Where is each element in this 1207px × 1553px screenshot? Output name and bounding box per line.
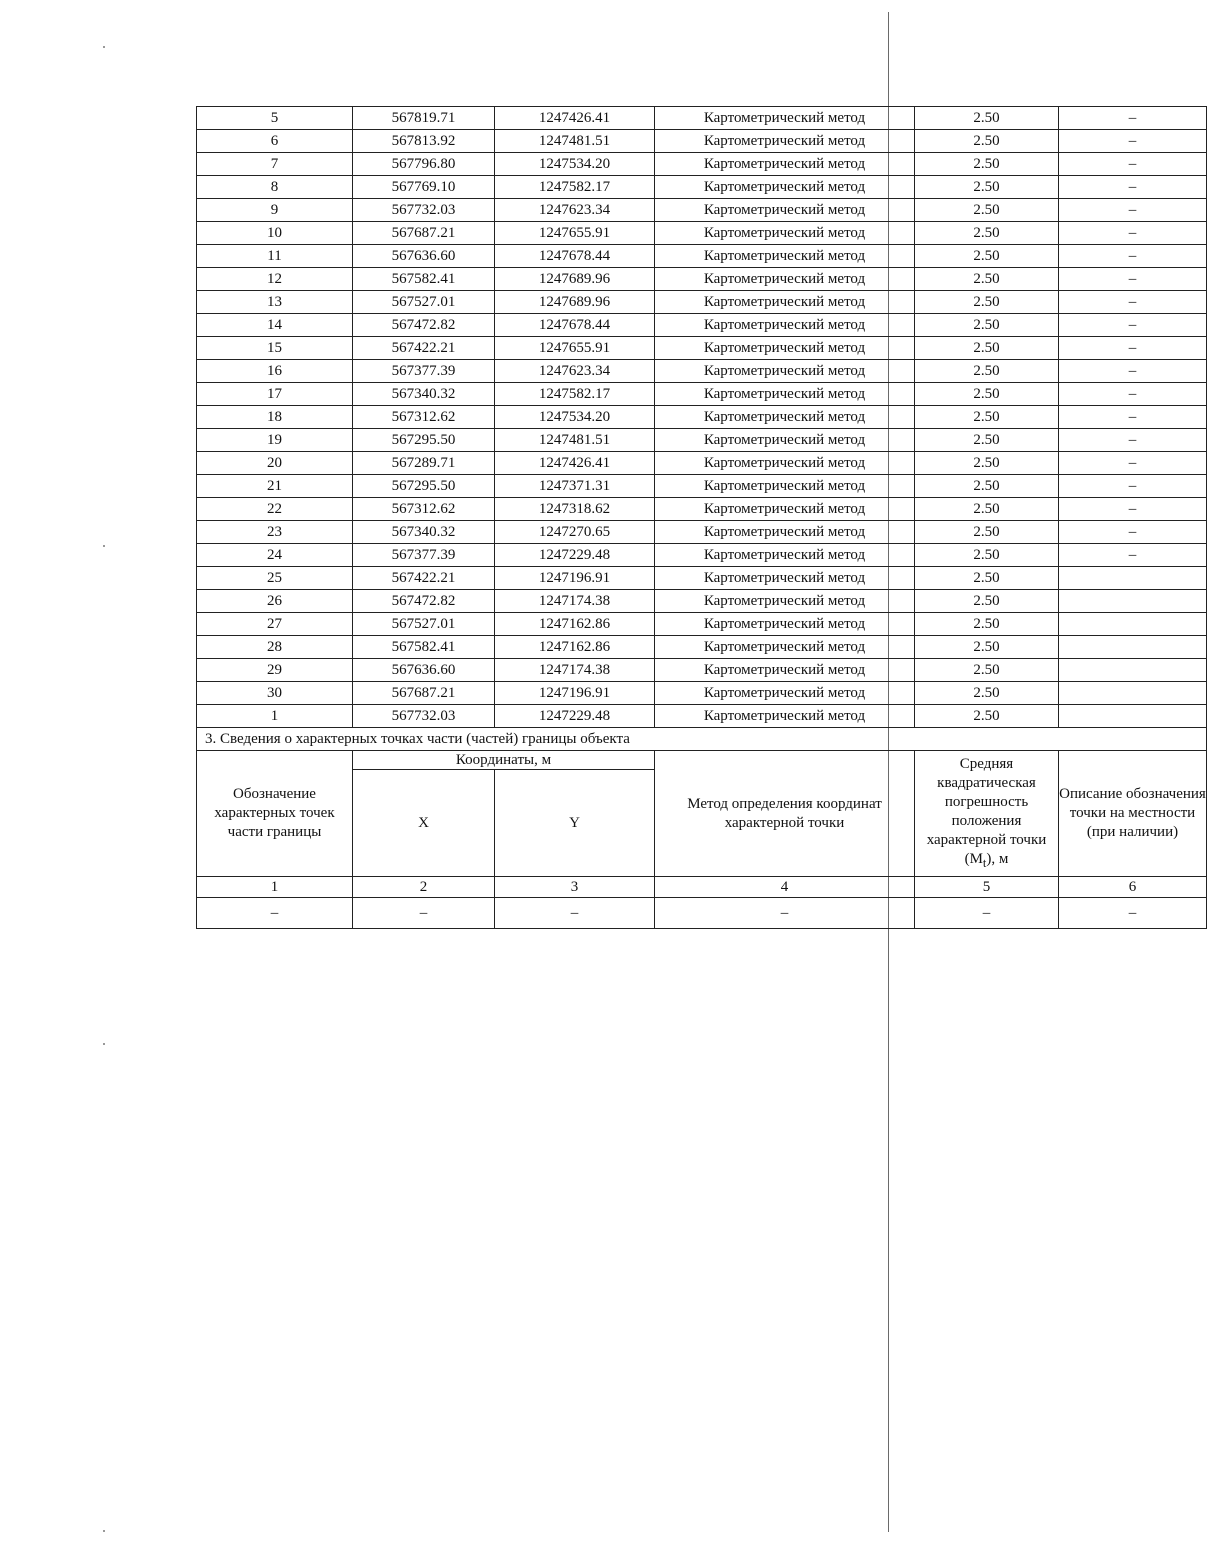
point-number-cell: 11 <box>197 245 353 268</box>
table-row <box>197 199 1207 222</box>
header-method: Метод определения координат характерной точки <box>655 751 915 877</box>
description-cell: – <box>1059 130 1207 153</box>
description-cell: – <box>1059 107 1207 130</box>
accuracy-cell: 2.50 <box>915 107 1059 130</box>
method-cell: Картометрический метод <box>655 337 915 360</box>
description-cell <box>1059 567 1207 590</box>
empty-cell: – <box>1059 898 1207 929</box>
coord-x-cell: 567687.21 <box>353 682 495 705</box>
description-cell: – <box>1059 291 1207 314</box>
accuracy-cell: 2.50 <box>915 291 1059 314</box>
method-cell: Картометрический метод <box>655 268 915 291</box>
coord-y-cell: 1247371.31 <box>495 475 655 498</box>
method-cell: Картометрический метод <box>655 452 915 475</box>
coord-y-cell: 1247174.38 <box>495 659 655 682</box>
table-row <box>197 383 1207 406</box>
header-description: Описание обозначения точки на местности (при наличии) <box>1059 751 1207 877</box>
table-row <box>197 130 1207 153</box>
table-row <box>197 521 1207 544</box>
accuracy-cell: 2.50 <box>915 590 1059 613</box>
accuracy-cell: 2.50 <box>915 153 1059 176</box>
table-row <box>197 153 1207 176</box>
coord-x-cell: 567289.71 <box>353 452 495 475</box>
accuracy-cell: 2.50 <box>915 245 1059 268</box>
table-row <box>197 590 1207 613</box>
method-cell: Картометрический метод <box>655 429 915 452</box>
description-cell: – <box>1059 383 1207 406</box>
table-row <box>197 636 1207 659</box>
description-cell: – <box>1059 268 1207 291</box>
accuracy-cell: 2.50 <box>915 682 1059 705</box>
description-cell: – <box>1059 199 1207 222</box>
table-row <box>197 360 1207 383</box>
description-cell <box>1059 705 1207 728</box>
accuracy-cell: 2.50 <box>915 636 1059 659</box>
coord-x-cell: 567636.60 <box>353 659 495 682</box>
point-number-cell: 13 <box>197 291 353 314</box>
coord-x-cell: 567422.21 <box>353 567 495 590</box>
accuracy-cell: 2.50 <box>915 521 1059 544</box>
coord-x-cell: 567582.41 <box>353 268 495 291</box>
coord-y-cell: 1247229.48 <box>495 705 655 728</box>
scan-speck <box>103 1530 105 1532</box>
method-cell: Картометрический метод <box>655 521 915 544</box>
point-number-cell: 9 <box>197 199 353 222</box>
header-x: X <box>353 770 495 877</box>
table-row <box>197 268 1207 291</box>
point-number-cell: 28 <box>197 636 353 659</box>
point-number-cell: 14 <box>197 314 353 337</box>
empty-cell: – <box>655 898 915 929</box>
description-cell <box>1059 659 1207 682</box>
description-cell: – <box>1059 337 1207 360</box>
coord-y-cell: 1247196.91 <box>495 567 655 590</box>
point-number-cell: 1 <box>197 705 353 728</box>
accuracy-cell: 2.50 <box>915 199 1059 222</box>
method-cell: Картометрический метод <box>655 107 915 130</box>
coord-x-cell: 567340.32 <box>353 521 495 544</box>
coord-x-cell: 567295.50 <box>353 429 495 452</box>
method-cell: Картометрический метод <box>655 636 915 659</box>
section3-block <box>197 728 1207 929</box>
table-row <box>197 176 1207 199</box>
method-cell: Картометрический метод <box>655 567 915 590</box>
description-cell <box>1059 636 1207 659</box>
coord-y-cell: 1247162.86 <box>495 636 655 659</box>
method-cell: Картометрический метод <box>655 590 915 613</box>
description-cell: – <box>1059 475 1207 498</box>
coord-x-cell: 567796.80 <box>353 153 495 176</box>
table-row <box>197 314 1207 337</box>
table-row <box>197 406 1207 429</box>
header-y: Y <box>495 770 655 877</box>
point-number-cell: 19 <box>197 429 353 452</box>
section3-title: 3. Сведения о характерных точках части (частей) границы объекта <box>197 728 1207 751</box>
coord-x-cell: 567527.01 <box>353 291 495 314</box>
column-number: 6 <box>1059 877 1207 898</box>
coord-y-cell: 1247678.44 <box>495 314 655 337</box>
coord-y-cell: 1247481.51 <box>495 429 655 452</box>
coord-x-cell: 567312.62 <box>353 498 495 521</box>
coord-x-cell: 567312.62 <box>353 406 495 429</box>
method-cell: Картометрический метод <box>655 199 915 222</box>
empty-cell: – <box>353 898 495 929</box>
accuracy-cell: 2.50 <box>915 544 1059 567</box>
header-coordinates: Координаты, м <box>353 751 655 770</box>
table-row <box>197 613 1207 636</box>
table-row <box>197 107 1207 130</box>
coord-x-cell: 567340.32 <box>353 383 495 406</box>
coord-x-cell: 567687.21 <box>353 222 495 245</box>
description-cell: – <box>1059 521 1207 544</box>
method-cell: Картометрический метод <box>655 475 915 498</box>
column-number: 4 <box>655 877 915 898</box>
description-cell: – <box>1059 406 1207 429</box>
point-number-cell: 20 <box>197 452 353 475</box>
point-number-cell: 10 <box>197 222 353 245</box>
table-row <box>197 452 1207 475</box>
method-cell: Картометрический метод <box>655 544 915 567</box>
coord-y-cell: 1247623.34 <box>495 360 655 383</box>
coord-y-cell: 1247162.86 <box>495 613 655 636</box>
accuracy-cell: 2.50 <box>915 429 1059 452</box>
accuracy-cell: 2.50 <box>915 337 1059 360</box>
coord-y-cell: 1247270.65 <box>495 521 655 544</box>
description-cell: – <box>1059 245 1207 268</box>
coord-x-cell: 567732.03 <box>353 199 495 222</box>
coord-x-cell: 567472.82 <box>353 314 495 337</box>
boundary-points-table <box>196 106 1207 929</box>
point-number-cell: 16 <box>197 360 353 383</box>
method-cell: Картометрический метод <box>655 222 915 245</box>
coord-y-cell: 1247426.41 <box>495 107 655 130</box>
accuracy-cell: 2.50 <box>915 222 1059 245</box>
table-row <box>197 222 1207 245</box>
method-cell: Картометрический метод <box>655 406 915 429</box>
table-row <box>197 337 1207 360</box>
description-cell: – <box>1059 176 1207 199</box>
scan-speck <box>103 545 105 547</box>
coord-y-cell: 1247689.96 <box>495 268 655 291</box>
description-cell: – <box>1059 360 1207 383</box>
header-designation: Обозначение характерных точек части границы <box>197 751 353 877</box>
coord-y-cell: 1247534.20 <box>495 153 655 176</box>
coord-y-cell: 1247426.41 <box>495 452 655 475</box>
point-number-cell: 8 <box>197 176 353 199</box>
accuracy-cell: 2.50 <box>915 268 1059 291</box>
point-number-cell: 23 <box>197 521 353 544</box>
description-cell: – <box>1059 544 1207 567</box>
accuracy-cell: 2.50 <box>915 176 1059 199</box>
method-cell: Картометрический метод <box>655 360 915 383</box>
empty-cell: – <box>915 898 1059 929</box>
method-cell: Картометрический метод <box>655 314 915 337</box>
point-number-cell: 25 <box>197 567 353 590</box>
accuracy-cell: 2.50 <box>915 130 1059 153</box>
coord-y-cell: 1247582.17 <box>495 383 655 406</box>
description-cell <box>1059 613 1207 636</box>
accuracy-cell: 2.50 <box>915 659 1059 682</box>
coord-y-cell: 1247582.17 <box>495 176 655 199</box>
table-row <box>197 498 1207 521</box>
coord-y-cell: 1247534.20 <box>495 406 655 429</box>
method-cell: Картометрический метод <box>655 682 915 705</box>
scan-speck <box>103 1043 105 1045</box>
method-cell: Картометрический метод <box>655 613 915 636</box>
coord-x-cell: 567295.50 <box>353 475 495 498</box>
accuracy-cell: 2.50 <box>915 567 1059 590</box>
point-number-cell: 12 <box>197 268 353 291</box>
method-cell: Картометрический метод <box>655 498 915 521</box>
description-cell: – <box>1059 314 1207 337</box>
method-cell: Картометрический метод <box>655 705 915 728</box>
column-number: 2 <box>353 877 495 898</box>
accuracy-cell: 2.50 <box>915 498 1059 521</box>
table-row <box>197 567 1207 590</box>
description-cell: – <box>1059 153 1207 176</box>
accuracy-cell: 2.50 <box>915 360 1059 383</box>
table-row <box>197 705 1207 728</box>
coord-y-cell: 1247689.96 <box>495 291 655 314</box>
coord-x-cell: 567422.21 <box>353 337 495 360</box>
method-cell: Картометрический метод <box>655 130 915 153</box>
method-cell: Картометрический метод <box>655 176 915 199</box>
coord-x-cell: 567472.82 <box>353 590 495 613</box>
method-cell: Картометрический метод <box>655 659 915 682</box>
coord-y-cell: 1247174.38 <box>495 590 655 613</box>
point-number-cell: 24 <box>197 544 353 567</box>
points-table-body <box>197 107 1207 728</box>
table-row <box>197 544 1207 567</box>
coord-x-cell: 567769.10 <box>353 176 495 199</box>
point-number-cell: 6 <box>197 130 353 153</box>
table-row <box>197 682 1207 705</box>
point-number-cell: 27 <box>197 613 353 636</box>
description-cell: – <box>1059 429 1207 452</box>
coord-y-cell: 1247623.34 <box>495 199 655 222</box>
point-number-cell: 29 <box>197 659 353 682</box>
coord-y-cell: 1247229.48 <box>495 544 655 567</box>
table-row <box>197 659 1207 682</box>
accuracy-cell: 2.50 <box>915 613 1059 636</box>
column-number: 3 <box>495 877 655 898</box>
description-cell: – <box>1059 498 1207 521</box>
empty-cell: – <box>197 898 353 929</box>
header-mt: Средняя квадратическая погрешность положения характерной точки $(M_t)$, м <box>915 751 1059 877</box>
accuracy-cell: 2.50 <box>915 452 1059 475</box>
accuracy-cell: 2.50 <box>915 475 1059 498</box>
accuracy-cell: 2.50 <box>915 383 1059 406</box>
coord-y-cell: 1247655.91 <box>495 337 655 360</box>
description-cell <box>1059 682 1207 705</box>
point-number-cell: 30 <box>197 682 353 705</box>
point-number-cell: 5 <box>197 107 353 130</box>
coord-x-cell: 567582.41 <box>353 636 495 659</box>
description-cell: – <box>1059 452 1207 475</box>
accuracy-cell: 2.50 <box>915 314 1059 337</box>
method-cell: Картометрический метод <box>655 153 915 176</box>
method-cell: Картометрический метод <box>655 291 915 314</box>
description-cell: – <box>1059 222 1207 245</box>
point-number-cell: 18 <box>197 406 353 429</box>
coord-x-cell: 567819.71 <box>353 107 495 130</box>
coord-x-cell: 567377.39 <box>353 360 495 383</box>
accuracy-cell: 2.50 <box>915 705 1059 728</box>
scan-speck <box>103 46 105 48</box>
point-number-cell: 21 <box>197 475 353 498</box>
point-number-cell: 15 <box>197 337 353 360</box>
method-cell: Картометрический метод <box>655 245 915 268</box>
accuracy-cell: 2.50 <box>915 406 1059 429</box>
coord-y-cell: 1247655.91 <box>495 222 655 245</box>
table-row <box>197 245 1207 268</box>
point-number-cell: 26 <box>197 590 353 613</box>
column-number: 5 <box>915 877 1059 898</box>
coord-x-cell: 567377.39 <box>353 544 495 567</box>
method-cell: Картометрический метод <box>655 383 915 406</box>
column-number: 1 <box>197 877 353 898</box>
table-row <box>197 291 1207 314</box>
coord-y-cell: 1247481.51 <box>495 130 655 153</box>
point-number-cell: 7 <box>197 153 353 176</box>
table-row <box>197 475 1207 498</box>
description-cell <box>1059 590 1207 613</box>
coord-x-cell: 567813.92 <box>353 130 495 153</box>
coord-x-cell: 567527.01 <box>353 613 495 636</box>
coord-y-cell: 1247678.44 <box>495 245 655 268</box>
coord-y-cell: 1247318.62 <box>495 498 655 521</box>
coord-y-cell: 1247196.91 <box>495 682 655 705</box>
coord-x-cell: 567636.60 <box>353 245 495 268</box>
coord-x-cell: 567732.03 <box>353 705 495 728</box>
point-number-cell: 22 <box>197 498 353 521</box>
point-number-cell: 17 <box>197 383 353 406</box>
boundary-points-table-wrapper <box>196 106 1206 929</box>
table-row <box>197 429 1207 452</box>
empty-cell: – <box>495 898 655 929</box>
